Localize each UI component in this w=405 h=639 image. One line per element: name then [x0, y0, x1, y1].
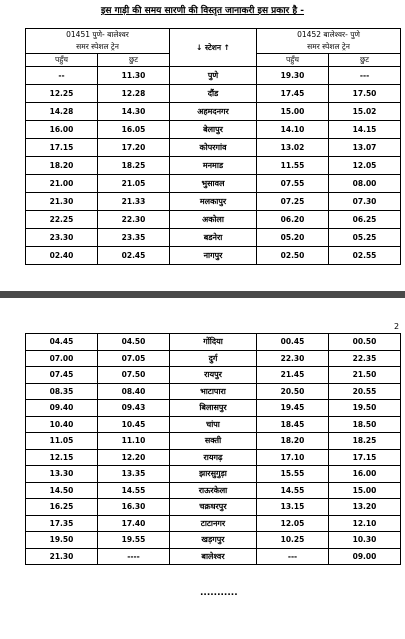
arrival-cell: 12.15 [26, 449, 98, 466]
station-cell: भाटापारा [170, 383, 257, 400]
arrival-cell: 21.45 [257, 367, 329, 384]
departure-cell: 16.30 [98, 499, 170, 516]
station-cell: सक्ती [170, 433, 257, 450]
up-train-type: समर स्पेशल ट्रेन [76, 42, 119, 51]
station-cell: रायपुर [170, 367, 257, 384]
arrival-cell: 07.00 [26, 350, 98, 367]
table-row [26, 334, 401, 351]
arrival-cell: 11.55 [257, 157, 329, 175]
arrival-cell: 19.45 [257, 400, 329, 417]
arrival-cell: 07.25 [257, 193, 329, 211]
station-cell: गोंदिया [170, 334, 257, 351]
arrival-cell: 09.40 [26, 400, 98, 417]
station-cell: मलकापुर [170, 193, 257, 211]
table-row [26, 466, 401, 483]
departure-cell: 15.02 [329, 103, 401, 121]
departure-cell: ---- [98, 548, 170, 565]
station-cell: चांपा [170, 416, 257, 433]
table-row [26, 367, 401, 384]
arrival-cell: 19.30 [257, 67, 329, 85]
table-row [26, 515, 401, 532]
table-row [26, 175, 401, 193]
down-train-header [257, 29, 401, 54]
departure-cell: 10.30 [329, 532, 401, 549]
station-cell: राऊरकेला [170, 482, 257, 499]
arrival-cell: 12.25 [26, 85, 98, 103]
departure-cell: 02.55 [329, 247, 401, 265]
arrival-cell: 02.50 [257, 247, 329, 265]
arrival-cell: -- [26, 67, 98, 85]
station-cell: मनमाड [170, 157, 257, 175]
arrival-cell: 16.00 [26, 121, 98, 139]
departure-cell: 08.00 [329, 175, 401, 193]
arrival-cell: 13.15 [257, 499, 329, 516]
arrival-cell: 21.30 [26, 548, 98, 565]
arrival-cell: 10.25 [257, 532, 329, 549]
departure-cell: 16.00 [329, 466, 401, 483]
arrival-cell: 16.25 [26, 499, 98, 516]
table-row [26, 157, 401, 175]
departure-cell: 18.25 [329, 433, 401, 450]
station-cell: झारसुगुड़ा [170, 466, 257, 483]
col-departure-header: छुट [329, 54, 401, 67]
arrival-cell: 05.20 [257, 229, 329, 247]
arrival-cell: 13.02 [257, 139, 329, 157]
departure-cell: 13.07 [329, 139, 401, 157]
arrival-cell: --- [257, 548, 329, 565]
table-row [26, 449, 401, 466]
table-row [26, 139, 401, 157]
departure-cell: 14.55 [98, 482, 170, 499]
arrival-cell: 10.40 [26, 416, 98, 433]
departure-cell: 13.35 [98, 466, 170, 483]
departure-cell: 21.50 [329, 367, 401, 384]
departure-cell: 07.50 [98, 367, 170, 384]
departure-cell: 14.30 [98, 103, 170, 121]
table-row [26, 247, 401, 265]
station-cell: दुर्ग [170, 350, 257, 367]
arrival-cell: 14.50 [26, 482, 98, 499]
departure-cell: 07.05 [98, 350, 170, 367]
arrival-cell: 04.45 [26, 334, 98, 351]
departure-cell: 12.28 [98, 85, 170, 103]
departure-cell: 12.10 [329, 515, 401, 532]
arrival-cell: 22.30 [257, 350, 329, 367]
departure-cell: 05.25 [329, 229, 401, 247]
table-row [26, 548, 401, 565]
station-cell: बालेश्वर [170, 548, 257, 565]
arrival-cell: 15.55 [257, 466, 329, 483]
down-train-type: समर स्पेशल ट्रेन [307, 42, 350, 51]
col-arrival-header: पहुँच [26, 54, 98, 67]
station-cell: बेलापुर [170, 121, 257, 139]
table-row [26, 433, 401, 450]
arrival-cell: 07.55 [257, 175, 329, 193]
station-cell: चक्रधरपुर [170, 499, 257, 516]
arrival-cell: 17.35 [26, 515, 98, 532]
arrival-cell: 14.28 [26, 103, 98, 121]
arrival-cell: 21.00 [26, 175, 98, 193]
departure-cell: 07.30 [329, 193, 401, 211]
up-train-number: 01451 पुणे- बालेश्वर [66, 30, 129, 39]
station-cell: भुसावल [170, 175, 257, 193]
departure-cell: 19.50 [329, 400, 401, 417]
table-row [26, 229, 401, 247]
departure-cell: 10.45 [98, 416, 170, 433]
arrival-cell: 18.20 [257, 433, 329, 450]
arrival-cell: 22.25 [26, 211, 98, 229]
page-divider [0, 291, 405, 298]
arrival-cell: 11.05 [26, 433, 98, 450]
arrival-cell: 21.30 [26, 193, 98, 211]
table-row [26, 400, 401, 417]
table-row [26, 121, 401, 139]
departure-cell: 15.00 [329, 482, 401, 499]
arrival-cell: 08.35 [26, 383, 98, 400]
table-row [26, 383, 401, 400]
arrival-cell: 13.30 [26, 466, 98, 483]
station-cell: अहमदनगर [170, 103, 257, 121]
arrival-cell: 00.45 [257, 334, 329, 351]
up-train-header [26, 29, 170, 54]
departure-cell: 09.00 [329, 548, 401, 565]
departure-cell: 17.20 [98, 139, 170, 157]
station-cell: खड़गपुर [170, 532, 257, 549]
station-cell: कोपरगांव [170, 139, 257, 157]
departure-cell: 11.30 [98, 67, 170, 85]
departure-cell: 09.43 [98, 400, 170, 417]
table-row [26, 532, 401, 549]
station-cell: दौंड [170, 85, 257, 103]
page-heading: इस गाड़ी की समय सारणी की विस्तृत जानाकरी इस प्रकार है - [100, 6, 305, 16]
footer-dots: ........... [200, 588, 238, 598]
departure-cell: 18.25 [98, 157, 170, 175]
departure-cell: 18.50 [329, 416, 401, 433]
page-number: 2 [394, 322, 400, 331]
departure-cell: 17.40 [98, 515, 170, 532]
departure-cell: 02.45 [98, 247, 170, 265]
departure-cell: 08.40 [98, 383, 170, 400]
departure-cell: 22.35 [329, 350, 401, 367]
departure-cell: 12.05 [329, 157, 401, 175]
station-cell: पुणे [170, 67, 257, 85]
table-row [26, 350, 401, 367]
arrival-cell: 17.45 [257, 85, 329, 103]
arrival-cell: 20.50 [257, 383, 329, 400]
departure-cell: 21.33 [98, 193, 170, 211]
station-cell: नागपुर [170, 247, 257, 265]
departure-cell: 12.20 [98, 449, 170, 466]
departure-cell: 17.50 [329, 85, 401, 103]
departure-cell: 06.25 [329, 211, 401, 229]
departure-cell: 04.50 [98, 334, 170, 351]
arrival-cell: 02.40 [26, 247, 98, 265]
arrival-cell: 23.30 [26, 229, 98, 247]
departure-cell: 16.05 [98, 121, 170, 139]
departure-cell: 22.30 [98, 211, 170, 229]
station-cell: रायगढ़ [170, 449, 257, 466]
table-row [26, 67, 401, 85]
departure-cell: 17.15 [329, 449, 401, 466]
table-row [26, 416, 401, 433]
timetable-page-1 [25, 28, 401, 265]
col-departure-header: छुट [98, 54, 170, 67]
arrival-cell: 18.45 [257, 416, 329, 433]
departure-cell: 21.05 [98, 175, 170, 193]
arrival-cell: 14.10 [257, 121, 329, 139]
arrival-cell: 19.50 [26, 532, 98, 549]
departure-cell: 23.35 [98, 229, 170, 247]
departure-cell: 13.20 [329, 499, 401, 516]
station-cell: बिलासपुर [170, 400, 257, 417]
arrival-cell: 18.20 [26, 157, 98, 175]
table-row [26, 482, 401, 499]
table-row [26, 85, 401, 103]
arrival-cell: 12.05 [257, 515, 329, 532]
table-row [26, 499, 401, 516]
table-row [26, 103, 401, 121]
departure-cell: 19.55 [98, 532, 170, 549]
table-row [26, 211, 401, 229]
station-cell: बडनेरा [170, 229, 257, 247]
station-cell: टाटानगर [170, 515, 257, 532]
arrival-cell: 15.00 [257, 103, 329, 121]
departure-cell: 11.10 [98, 433, 170, 450]
station-column-header: ↓ स्टेशन ↑ [170, 29, 257, 67]
arrival-cell: 17.15 [26, 139, 98, 157]
arrival-cell: 17.10 [257, 449, 329, 466]
departure-cell: 20.55 [329, 383, 401, 400]
timetable-page-2 [25, 333, 401, 565]
arrival-cell: 06.20 [257, 211, 329, 229]
arrival-cell: 07.45 [26, 367, 98, 384]
down-train-number: 01452 बालेश्वर- पुणे [297, 30, 360, 39]
departure-cell: --- [329, 67, 401, 85]
table-row [26, 193, 401, 211]
arrival-cell: 14.55 [257, 482, 329, 499]
departure-cell: 00.50 [329, 334, 401, 351]
station-cell: अकोला [170, 211, 257, 229]
col-arrival-header: पहुँच [257, 54, 329, 67]
departure-cell: 14.15 [329, 121, 401, 139]
